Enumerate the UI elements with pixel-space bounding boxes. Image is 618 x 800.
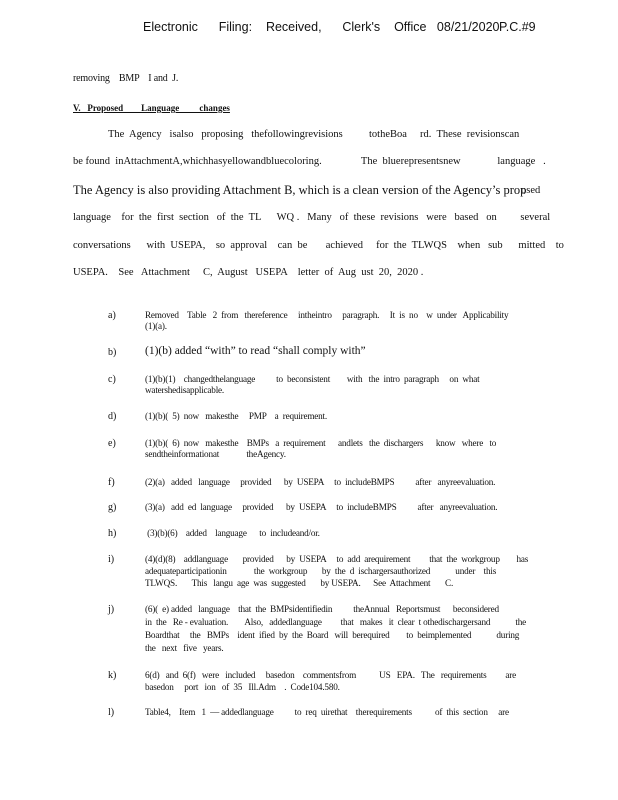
list-item-text: (1)(b)(1) changedthelanguage to beconsistent with the intro paragraph on what: [145, 374, 480, 384]
paragraph-line: conversations with USEPA, so approval can be achieved for the TLWQS when sub mitted to: [73, 240, 564, 251]
paragraph-line: language for the first section of the TL WQ . Many of these revisions were based on several: [73, 212, 551, 223]
paragraph-line: USEPA. See Attachment C, August USEPA letter of Aug ust 20, 2020 .: [73, 267, 424, 278]
paragraph-line: The Agency isalso proposing thefollowingrevisions totheBoa rd. These revisionscan: [108, 129, 520, 140]
list-item-text: watershedisapplicable.: [145, 385, 225, 395]
list-item-text: (2)(a) added language provided by USEPA to includeBMPS after anyreevaluation.: [145, 477, 496, 487]
list-item-text: (6)( e) added language that the BMPsidentifiedin theAnnual Reportsmust beconsidered: [145, 604, 499, 614]
list-item-text: in the Re - evaluation. Also, addedlanguage that makes it clear t othedischargersand the: [145, 617, 527, 627]
list-item-label: i): [108, 554, 115, 565]
list-item-label: l): [108, 707, 115, 718]
paragraph-line: The Agency is also providing Attachment B, which is a clean version of the Agency’s prop: [73, 183, 527, 197]
list-item-text: (1)(b)( 6) now makesthe BMPs a requirement andlets the dischargers know where to: [145, 438, 497, 448]
paragraph-line: osed: [521, 185, 541, 196]
list-item-text: TLWQS. This langu age was suggested by USEPA. See Attachment C.: [145, 578, 454, 588]
list-item-text: (1)(b) added “with” to read “shall comply with”: [145, 345, 366, 357]
intro-line: removing BMP I and J.: [73, 73, 179, 84]
list-item-label: c): [108, 374, 116, 385]
list-item-text: 6(d) and 6(f) were included basedon commentsfrom US EPA. The requirements are: [145, 670, 516, 680]
list-item-label: h): [108, 528, 117, 539]
list-item-label: a): [108, 310, 116, 321]
list-item-text: the next five years.: [145, 643, 224, 653]
list-item-text: (1)(a).: [145, 321, 167, 331]
list-item-text: sendtheinformationat theAgency.: [145, 449, 286, 459]
list-item-text: Table4, Item 1 — addedlanguage to req uirethat therequirements of this section are: [145, 707, 509, 717]
list-item-text: Removed Table 2 from thereference intheintro paragraph. It is no w under Applicability: [145, 310, 509, 320]
list-item-text: (3)(b)(6) added language to includeand/or.: [145, 528, 320, 538]
list-item-text: (3)(a) add ed language provided by USEPA to includeBMPS after anyreevaluation.: [145, 502, 498, 512]
filing-stamp: Electronic Filing: Received, Clerk's Office 08/21/2020: [143, 20, 500, 34]
list-item-text: basedon port ion of 35 Ill.Adm . Code104.580.: [145, 682, 340, 692]
section-heading: V. Proposed Language changes: [73, 103, 230, 113]
list-item-label: b): [108, 347, 117, 358]
list-item-label: f): [108, 477, 115, 488]
paragraph-line: be found inAttachmentA,whichhasyellowandbluecoloring. The bluerepresentsnew language .: [73, 156, 546, 167]
list-item-label: j): [108, 604, 115, 615]
list-item-text: adequateparticipationin the workgroup by the d ischargersauthorized under this: [145, 566, 497, 576]
list-item-label: d): [108, 411, 117, 422]
list-item-label: e): [108, 438, 116, 449]
list-item-text: Boardthat the BMPs ident ified by the Board will berequired to beimplemented during: [145, 630, 520, 640]
list-item-label: g): [108, 502, 117, 513]
list-item-text: (4)(d)(8) addlanguage provided by USEPA to add arequirement that the workgroup has: [145, 554, 529, 564]
list-item-text: (1)(b)( 5) now makesthe PMP a requirement.: [145, 411, 328, 421]
page-code: P.C.#9: [499, 20, 536, 34]
list-item-label: k): [108, 670, 117, 681]
